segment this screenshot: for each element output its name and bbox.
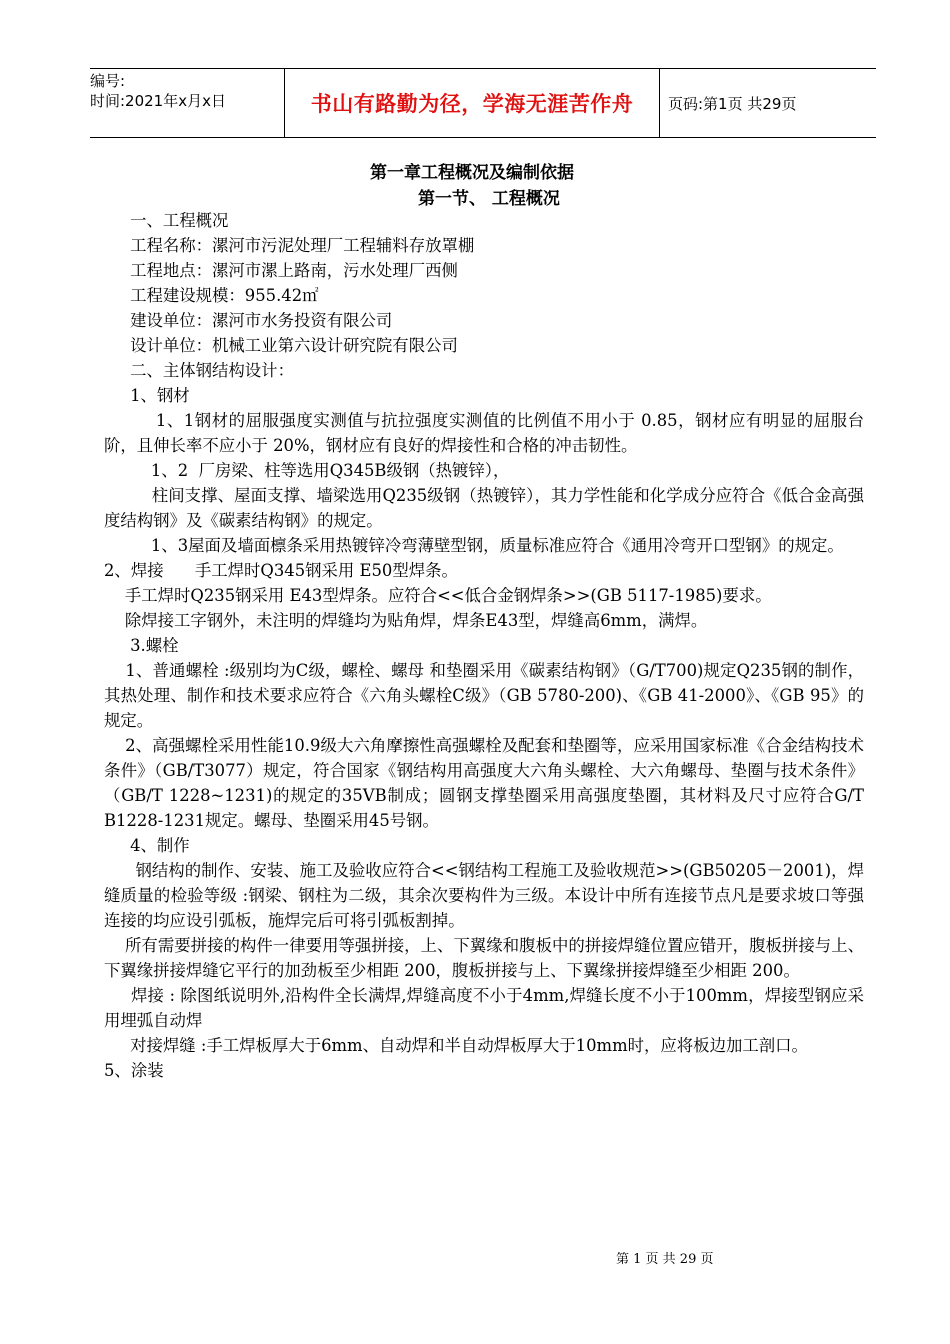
header-motto: 书山有路勤为径，学海无涯苦作舟 — [284, 69, 660, 137]
body-paragraph: 工程建设规模：955.42㎡ — [104, 286, 319, 305]
body-paragraph: 所有需要拼接的构件一律要用等强拼接，上、下翼缘和腹板中的拼接焊缝位置应错开，腹板拼接与上、下翼缘拼接焊缝它平行的加劲板至少相距 200，腹板拼接与上、下翼缘拼接焊缝至少相距 200。 — [104, 936, 865, 980]
body-paragraph: 一、工程概况 — [104, 211, 229, 230]
body-paragraph: 手工焊时Q235钢采用 E43型焊条。应符合<<低合金钢焊条>>(GB 5117-1985)要求。 — [104, 586, 772, 605]
body-paragraph: 2、高强螺栓采用性能10.9级大六角摩擦性高强螺栓及配套和垫圈等，应采用国家标准《合金结构技术条件》（GB/T3077）规定，符合国家《钢结构用高强度大六角头螺栓、大六角螺母、垫圈与技术条件》（GB/T 1228~1231)的规定的35VB制成；圆钢支撑垫圈采用高强度垫圈，其材料及尺寸应符合G/T B1228-1231规定。螺母、垫圈采用45号钢。 — [104, 736, 870, 830]
document-time-label: 时间:2021年x月x日 — [90, 92, 226, 110]
body-paragraph: 二、主体钢结构设计： — [104, 361, 294, 380]
body-paragraph: 1、2 厂房梁、柱等选用Q345B级钢（热镀锌）， — [104, 461, 510, 480]
body-paragraph: 3.螺栓 — [104, 636, 179, 655]
body-paragraph: 1、3屋面及墙面檩条采用热镀锌冷弯薄壁型钢，质量标准应符合《通用冷弯开口型钢》的规定。 — [104, 536, 844, 555]
section-title: 第一节、 工程概况 — [418, 189, 560, 209]
header-meta — [90, 69, 284, 137]
body-paragraph: 工程地点：漯河市漯上路南，污水处理厂西侧 — [104, 261, 458, 280]
chapter-title: 第一章工程概况及编制依据 — [370, 163, 574, 183]
page-footer: 第 1 页 共 29 页 — [616, 1252, 714, 1267]
body-paragraph: 2、焊接 手工焊时Q345钢采用 E50型焊条。 — [104, 561, 458, 580]
body-paragraph: 5、涂装 — [104, 1061, 164, 1080]
header-table — [90, 68, 876, 138]
body-paragraph: 除焊接工字钢外，未注明的焊缝均为贴角焊，焊条E43型，焊缝高6mm，满焊。 — [104, 611, 708, 630]
document-number-label: 编号: — [90, 72, 126, 90]
body-paragraph: 工程名称：漯河市污泥处理厂工程辅料存放罩棚 — [104, 236, 475, 255]
body-text — [104, 208, 870, 1083]
body-paragraph: 柱间支撑、屋面支撑、墙梁选用Q235级钢（热镀锌），其力学性能和化学成分应符合《低合金高强度结构钢》及《碳素结构钢》的规定。 — [104, 486, 864, 530]
body-paragraph: 4、制作 — [104, 836, 190, 855]
header-page-info: 页码:第1页 共29页 — [668, 94, 797, 113]
body-paragraph: 1、普通螺栓 :级别均为C级，螺栓、螺母 和垫圈采用《碳素结构钢》（G/T700)规定Q235钢的制作，其热处理、制作和技术要求应符合《六角头螺栓C级》（GB 5780-200)、《GB 41-2000》、《GB 95》的规定。 — [104, 661, 864, 730]
body-paragraph: 建设单位：漯河市水务投资有限公司 — [104, 311, 393, 330]
body-paragraph: 设计单位：机械工业第六设计研究院有限公司 — [104, 336, 458, 355]
body-paragraph: 焊接 : 除图纸说明外,沿构件全长满焊,焊缝高度不小于4mm,焊缝长度不小于100mm，焊接型钢应采用埋弧自动焊 — [104, 986, 864, 1030]
body-paragraph: 1、1钢材的屈服强度实测值与抗拉强度实测值的比例值不用小于 0.85，钢材应有明显的屈服台阶，且伸长率不应小于 20%，钢材应有良好的焊接性和合格的冲击韧性。 — [104, 411, 864, 455]
body-paragraph: 1、钢材 — [104, 386, 190, 405]
body-paragraph: 对接焊缝 :手工焊板厚大于6mm、自动焊和半自动焊板厚大于10mm时，应将板边加工剖口。 — [104, 1036, 808, 1055]
body-paragraph: 钢结构的制作、安装、施工及验收应符合<<钢结构工程施工及验收规范>>(GB50205－2001)，焊缝质量的检验等级 :钢梁、钢柱为二级，其余次要构件为三级。本设计中所有连接节点凡是要求坡口等强连接的均应设引弧板，施焊完后可将引弧板割掉。 — [104, 861, 864, 930]
